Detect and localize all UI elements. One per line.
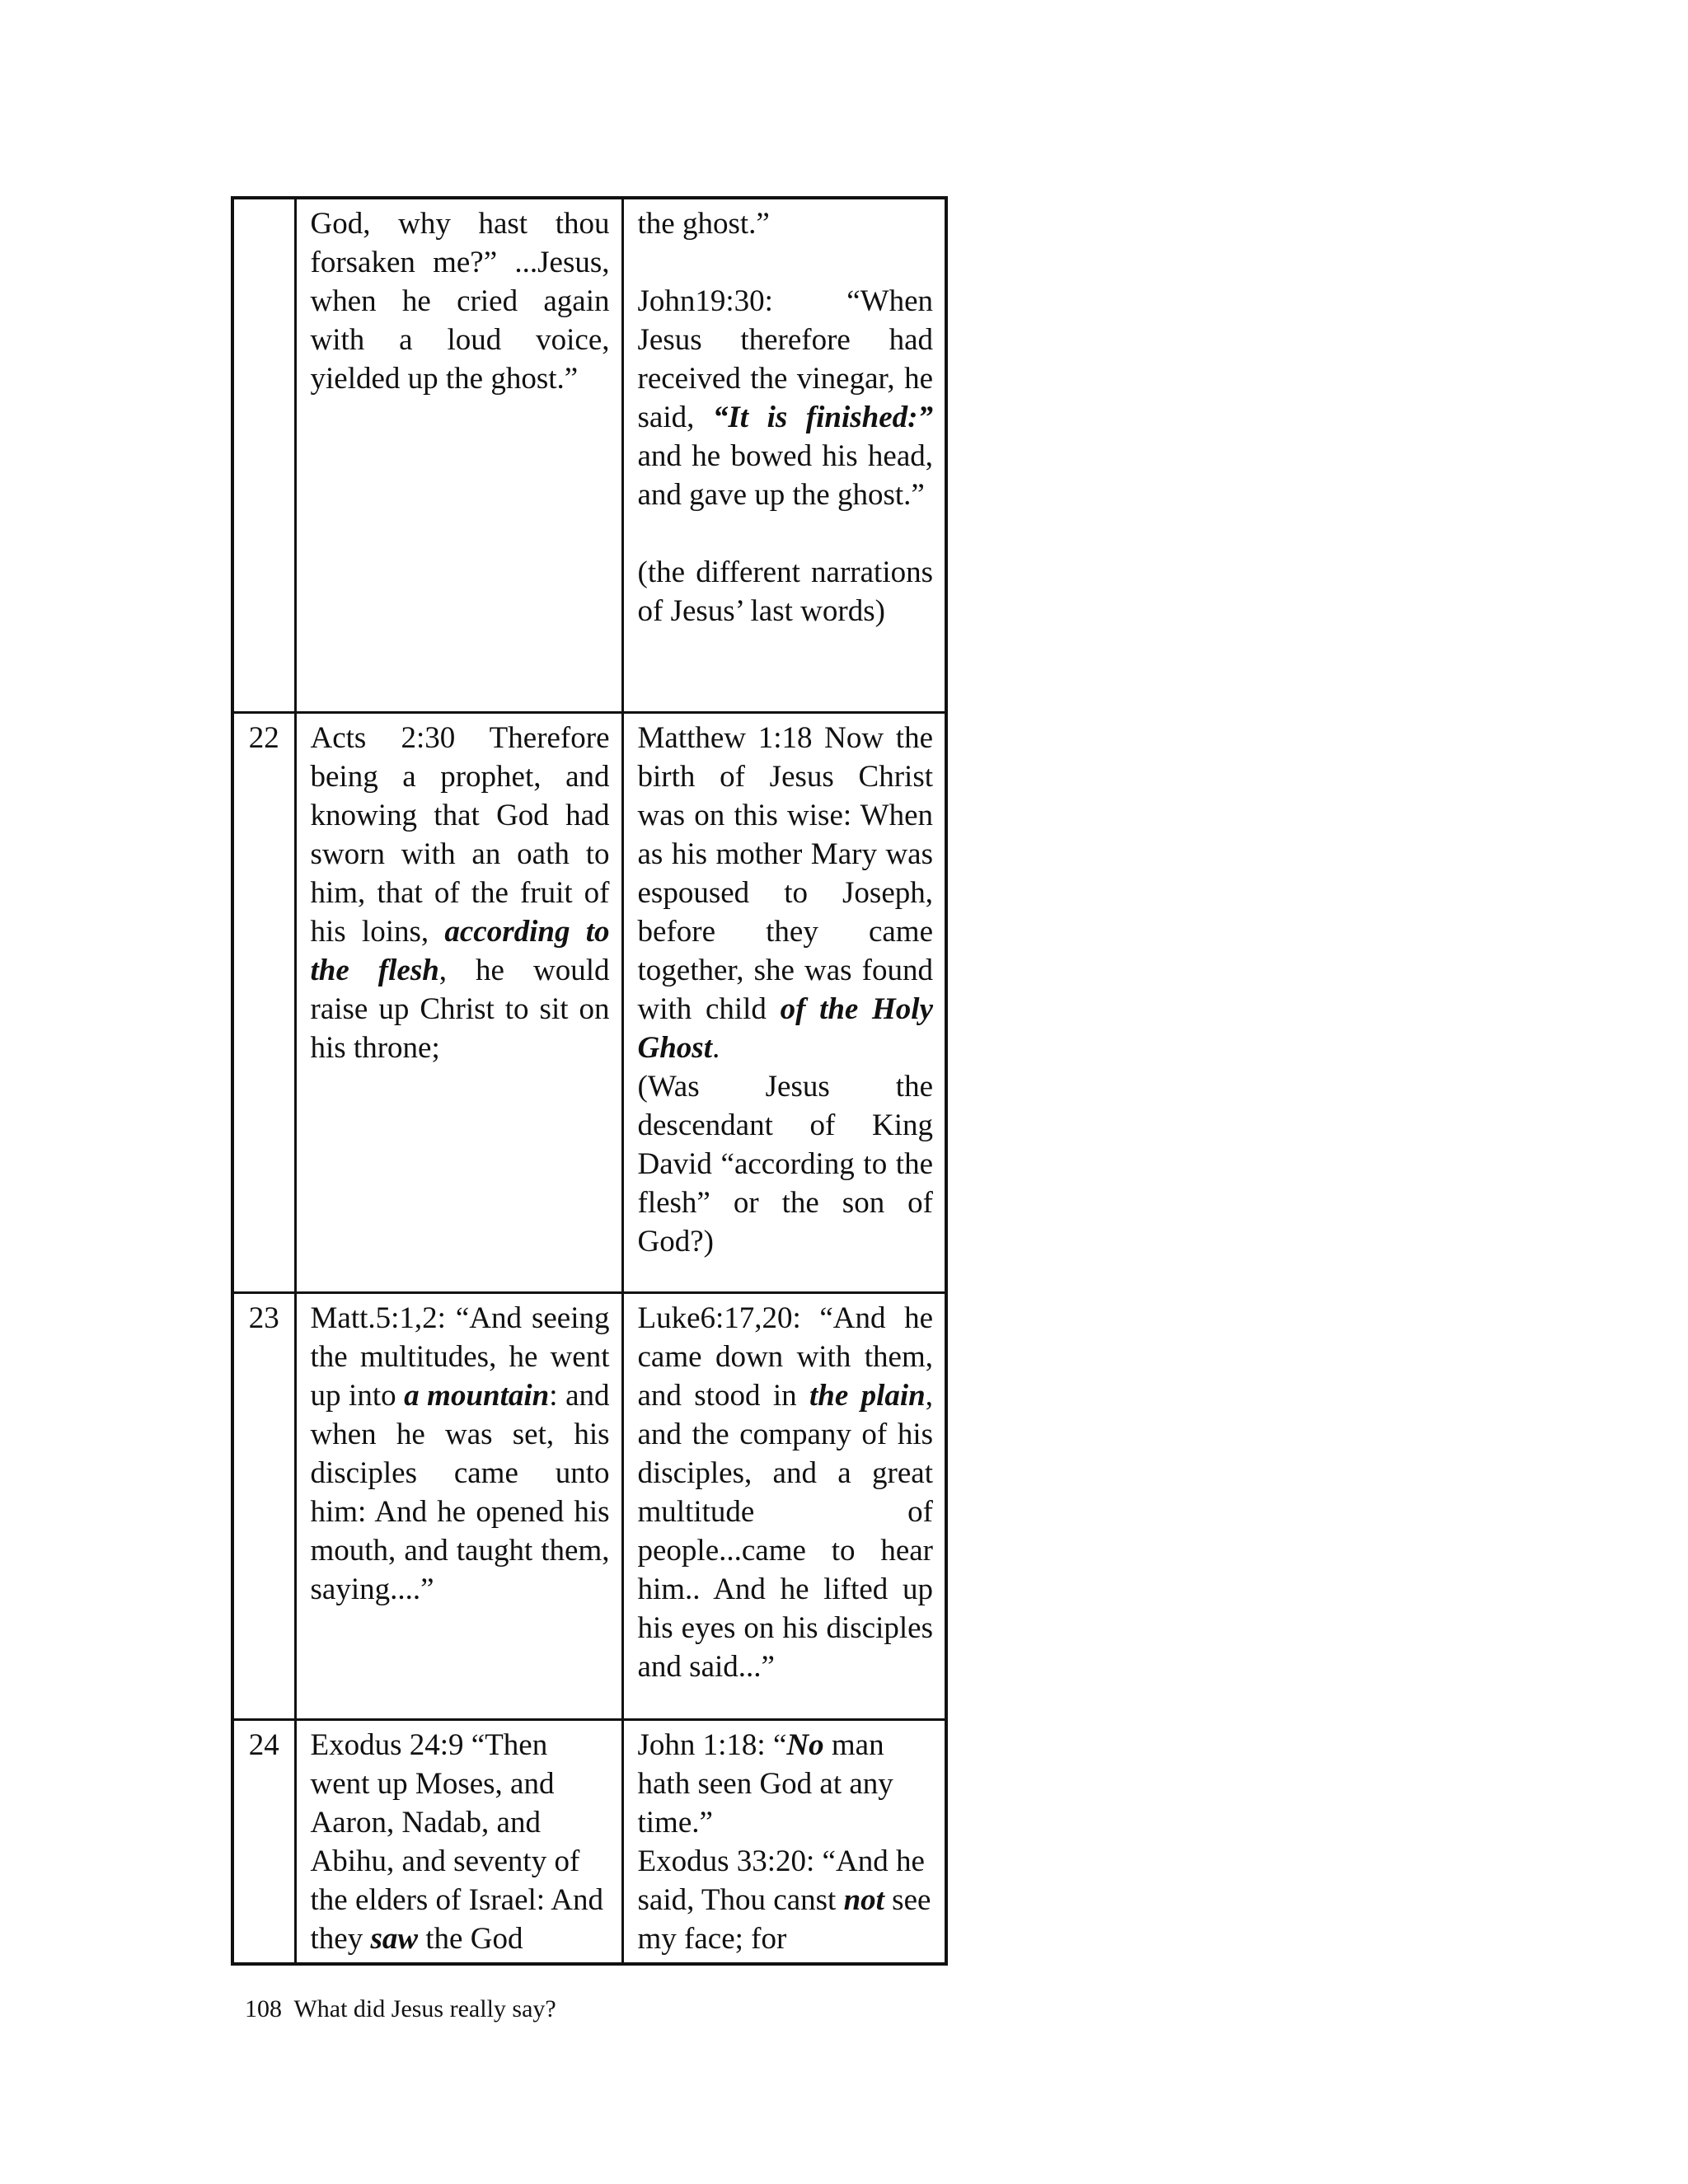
text-run: John19:30: “When Jesus therefore had received the vinegar, he said, — [637, 284, 933, 434]
verse-text — [638, 719, 934, 1067]
verse-text — [638, 1726, 934, 1842]
emphasis-text: not — [843, 1882, 884, 1917]
verse-text — [638, 1842, 934, 1958]
verse-text — [638, 282, 934, 514]
running-title: What did Jesus really say? — [293, 1995, 556, 2022]
emphasis-text: “It is finished:” — [712, 401, 933, 434]
table-row — [232, 712, 946, 1292]
verse-text — [311, 1299, 610, 1609]
text-run: Exodus 24:9 “Then went up Moses, and Aaron, Nadab, and Abihu, and seventy of the elders of Israel: And they — [310, 1727, 603, 1956]
emphasis-text: according to the flesh — [310, 914, 610, 987]
text-run: Matt.5:1,2: “And seeing the multitudes, he went up into — [310, 1301, 610, 1413]
text-run: Matthew 1:18 Now the birth of Jesus Christ was on this wise: When as his mother Mary was espoused to Joseph, before they came together, she was found with child — [637, 720, 933, 1026]
emphasis-text: a mountain — [404, 1378, 550, 1413]
emphasis-text: saw — [370, 1921, 419, 1956]
verse-cell-left — [295, 198, 622, 712]
text-run: John 1:18: “ — [637, 1727, 787, 1762]
table-row — [232, 198, 946, 712]
text-run: Exodus 33:20: “And he said, Thou canst — [637, 1844, 925, 1917]
text-run: Acts 2:30 Therefore being a prophet, and knowing that God had sworn with an oath to him, that of the fruit of his loins, — [310, 720, 610, 949]
page-number: 108 — [245, 1995, 282, 2022]
verse-text — [311, 719, 610, 1067]
verse-text — [638, 1299, 934, 1686]
verse-cell-right — [622, 712, 946, 1292]
verse-cell-left — [295, 1719, 622, 1964]
text-run: . — [711, 1030, 720, 1065]
text-run: see my face; for — [637, 1882, 931, 1956]
row-number-cell: 23 — [232, 1292, 295, 1719]
emphasis-text: the plain — [809, 1378, 926, 1413]
table-row — [232, 1292, 946, 1719]
verse-text — [311, 1726, 610, 1958]
verse-text: the ghost.” — [637, 207, 770, 241]
verse-cell-right — [622, 1292, 946, 1719]
emphasis-text: No — [786, 1727, 824, 1762]
table-row — [232, 1719, 946, 1964]
verse-text: God, why hast thou forsaken me?” ...Jesus, when he cried again with a loud voice, yielded up the ghost.” — [310, 207, 610, 396]
row-number-cell: 22 — [232, 712, 295, 1292]
text-run: the God — [418, 1921, 523, 1956]
row-number-cell: 24 — [232, 1719, 295, 1964]
verse-cell-right — [622, 198, 946, 712]
commentary-text: (the different narrations of Jesus’ last words) — [637, 555, 933, 628]
text-run: man hath seen God at any time.” — [637, 1727, 893, 1840]
verse-comparison-table — [231, 196, 948, 1966]
verse-cell-right — [622, 1719, 946, 1964]
verse-cell-left — [295, 712, 622, 1292]
page-footer — [245, 1994, 556, 2024]
text-run: and he bowed his head, and gave up the ghost.” — [637, 439, 933, 512]
text-run: , and the company of his disciples, and a great multitude of people...came to hear him.. And he lifted up his eyes on his disciples and said...” — [637, 1378, 933, 1684]
text-run: , he would raise up Christ to sit on his throne; — [310, 953, 610, 1065]
emphasis-text: of the Holy Ghost — [637, 991, 933, 1065]
verse-cell-left — [295, 1292, 622, 1719]
row-number-cell — [232, 198, 295, 712]
text-run: Luke6:17,20: “And he came down with them, and stood in — [637, 1301, 933, 1413]
text-run: : and when he was set, his disciples came unto him: And he opened his mouth, and taught them, saying....” — [310, 1378, 610, 1606]
commentary-text: (Was Jesus the descendant of King David “according to the flesh” or the son of God?) — [637, 1069, 933, 1258]
